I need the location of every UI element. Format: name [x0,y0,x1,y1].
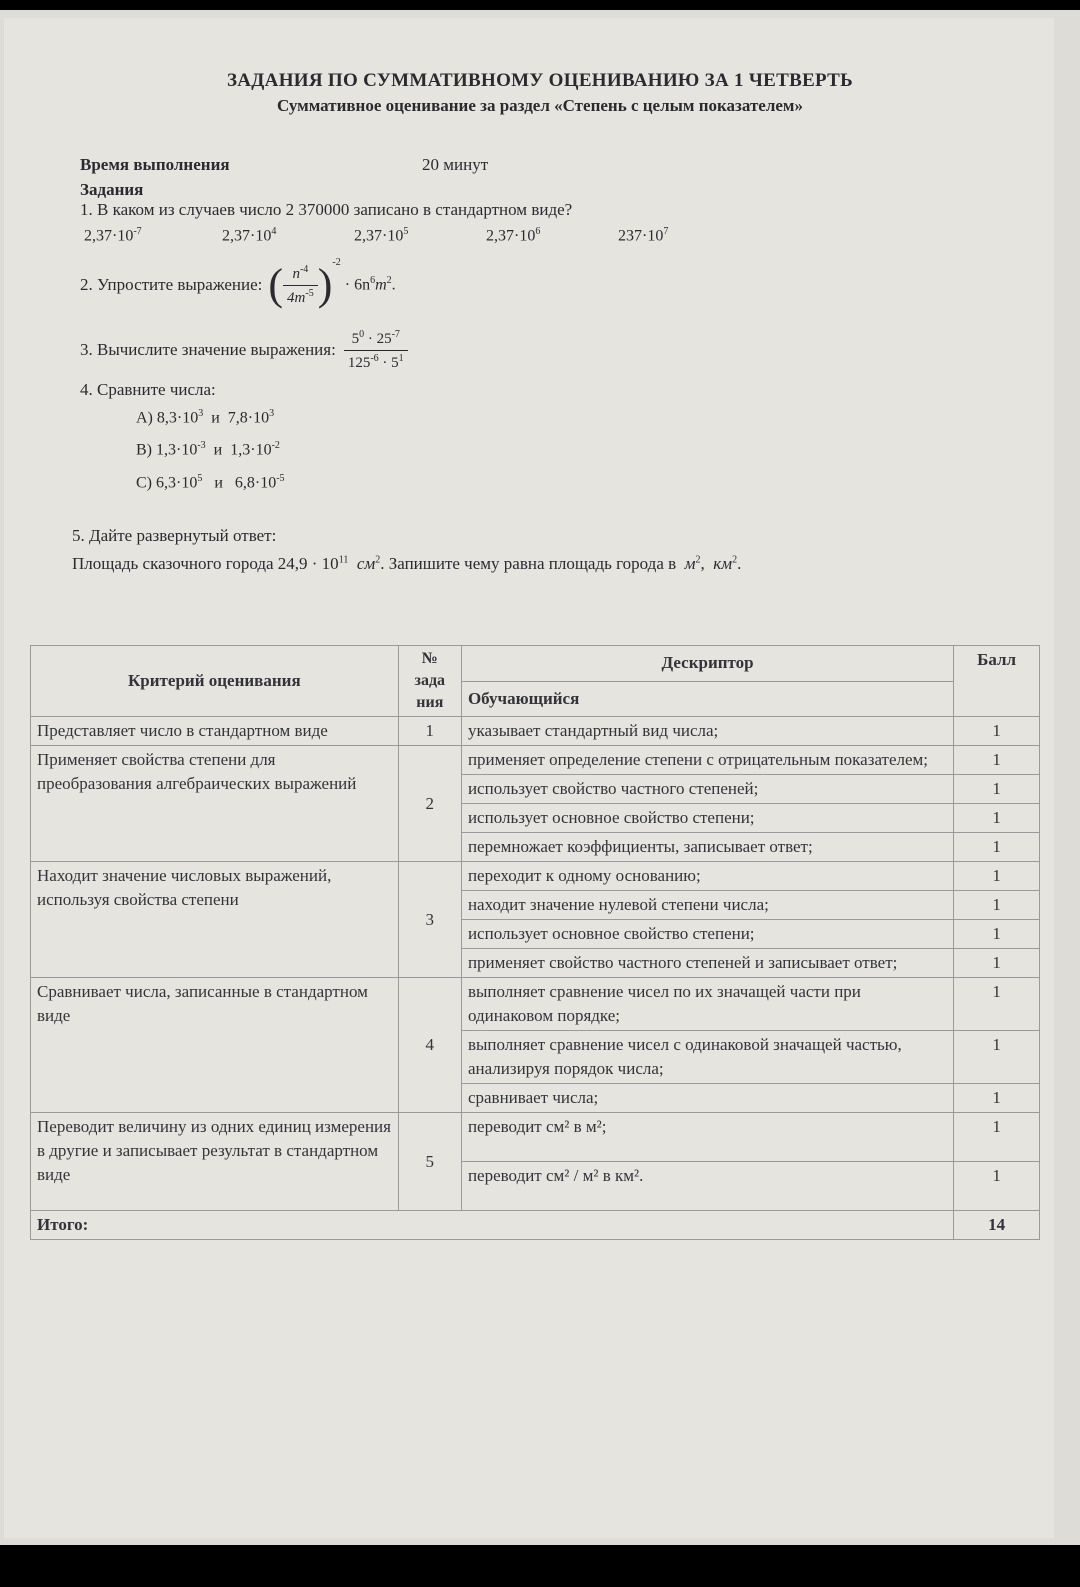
score-cell: 1 [954,949,1040,978]
total-label: Итого: [31,1211,954,1240]
task-number-cell: 2 [398,746,461,862]
score-cell: 1 [954,804,1040,833]
table-row [31,978,1040,1031]
task-5-body: Площадь сказочного города $24,9 \cdot 10^{11}$ $см^2$. Запишите чему равна площадь города в $м^2$, $км^2$. [72,554,742,573]
task-number-cell: 4 [398,978,461,1113]
task-1-option: $2,37\cdot 10^5$ [354,226,409,245]
task-1-option: $2,37\cdot 10^4$ [222,226,277,245]
score-cell: 1 [954,1084,1040,1113]
tasks-label: Задания [80,180,144,199]
score-cell: 1 [954,775,1040,804]
criterion-cell: Находит значение числовых выражений, используя свойства степени [31,862,399,978]
descriptor-cell: использует основное свойство степени; [461,920,953,949]
header-score: Балл [954,646,1040,717]
score-cell: 1 [954,833,1040,862]
descriptor-cell: выполняет сравнение чисел по их значащей части при одинаковом порядке; [461,978,953,1031]
criterion-cell: Представляет число в стандартном виде [31,717,399,746]
header-descriptor: Дескриптор [461,646,953,682]
descriptor-cell: использует основное свойство степени; [461,804,953,833]
task-1-option: $2,37\cdot 10^{-7}$ [84,226,142,245]
criterion-cell: Применяет свойства степени для преобразования алгебраических выражений [31,746,399,862]
score-cell: 1 [954,891,1040,920]
total-row [31,1211,1040,1240]
descriptor-cell: переходит к одному основанию; [461,862,953,891]
time-value: 20 минут [422,155,489,174]
page-title: ЗАДАНИЯ ПО СУММАТИВНОМУ ОЦЕНИВАНИЮ ЗА 1 ЧЕТВЕРТЬ [226,70,854,91]
header-learner: Обучающийся [461,681,953,717]
score-cell: 1 [954,1113,1040,1162]
time-label: Время выполнения [80,155,230,174]
criterion-cell: Сравнивает числа, записанные в стандартном виде [31,978,399,1113]
task-5-text: 5. Дайте развернутый ответ: [72,526,277,545]
score-cell: 1 [954,717,1040,746]
task-1-option: $237\cdot 10^7$ [618,226,669,245]
score-cell: 1 [954,978,1040,1031]
descriptor-cell: перемножает коэффициенты, записывает ответ; [461,833,953,862]
task-4-item-b: B) $1,3\cdot 10^{-3}$ и $1,3\cdot 10^{-2}$ [136,440,280,459]
descriptor-cell: применяет определение степени с отрицательным показателем; [461,746,953,775]
table-row [31,862,1040,891]
descriptor-cell: выполняет сравнение чисел с одинаковой значащей частью, анализируя порядок числа; [461,1031,953,1084]
descriptor-cell: переводит см² в м²; [461,1113,953,1162]
task-4-item-c: C) $6,3\cdot 10^5$ и $6,8\cdot 10^{-5}$ [136,473,285,492]
task-3-fraction: $\frac{5^0 \cdot 25^{-7}}{125^{-6} \cdot 5^1}$ [344,329,408,372]
task-1-option: $2,37\cdot 10^6$ [486,226,541,245]
task-number-cell: 5 [398,1113,461,1211]
table-row [31,1113,1040,1162]
descriptor-cell: применяет свойство частного степеней и записывает ответ; [461,949,953,978]
descriptor-cell: переводит см² / м² в км². [461,1162,953,1211]
task-2-outer-exp: -2 [332,257,341,268]
total-value: 14 [954,1211,1040,1240]
task-1-text: 1. В каком из случаев число 2 370000 записано в стандартном виде? [80,200,573,219]
score-cell: 1 [954,1031,1040,1084]
descriptor-cell: сравнивает числа; [461,1084,953,1113]
task-2 [80,257,396,313]
table-row [31,717,1040,746]
task-2-tail: · $6n^6m^2$. [344,275,396,294]
task-2-text: 2. Упростите выражение: [80,275,263,294]
score-cell: 1 [954,1162,1040,1211]
task-3 [80,324,408,376]
header-task-number: № зада ния [398,646,461,717]
score-cell: 1 [954,862,1040,891]
score-cell: 1 [954,746,1040,775]
task-number-cell: 3 [398,862,461,978]
right-paren: ) [317,260,333,309]
descriptor-cell: находит значение нулевой степени числа; [461,891,953,920]
task-number-cell: 1 [398,717,461,746]
header-criterion: Критерий оценивания [31,646,399,717]
descriptor-cell: указывает стандартный вид числа; [461,717,953,746]
task-4-text: 4. Сравните числа: [80,380,216,399]
photo-background [0,10,1080,1545]
task-4-item-a: A) $8,3\cdot 10^3$ и $7,8\cdot 10^3$ [136,408,275,427]
score-cell: 1 [954,920,1040,949]
page-subtitle: Суммативное оценивание за раздел «Степень с целым показателем» [276,96,804,115]
left-paren: ( [268,260,284,309]
assessment-table [30,645,1040,1240]
table-row [31,746,1040,775]
criterion-cell: Переводит величину из одних единиц измерения в другие и записывает результат в стандартном виде [31,1113,399,1211]
task-2-fraction: $\frac{n^{-4}}{4m^{-5}}$ [283,264,318,307]
task-3-text: 3. Вычислите значение выражения: [80,340,336,359]
descriptor-cell: использует свойство частного степеней; [461,775,953,804]
